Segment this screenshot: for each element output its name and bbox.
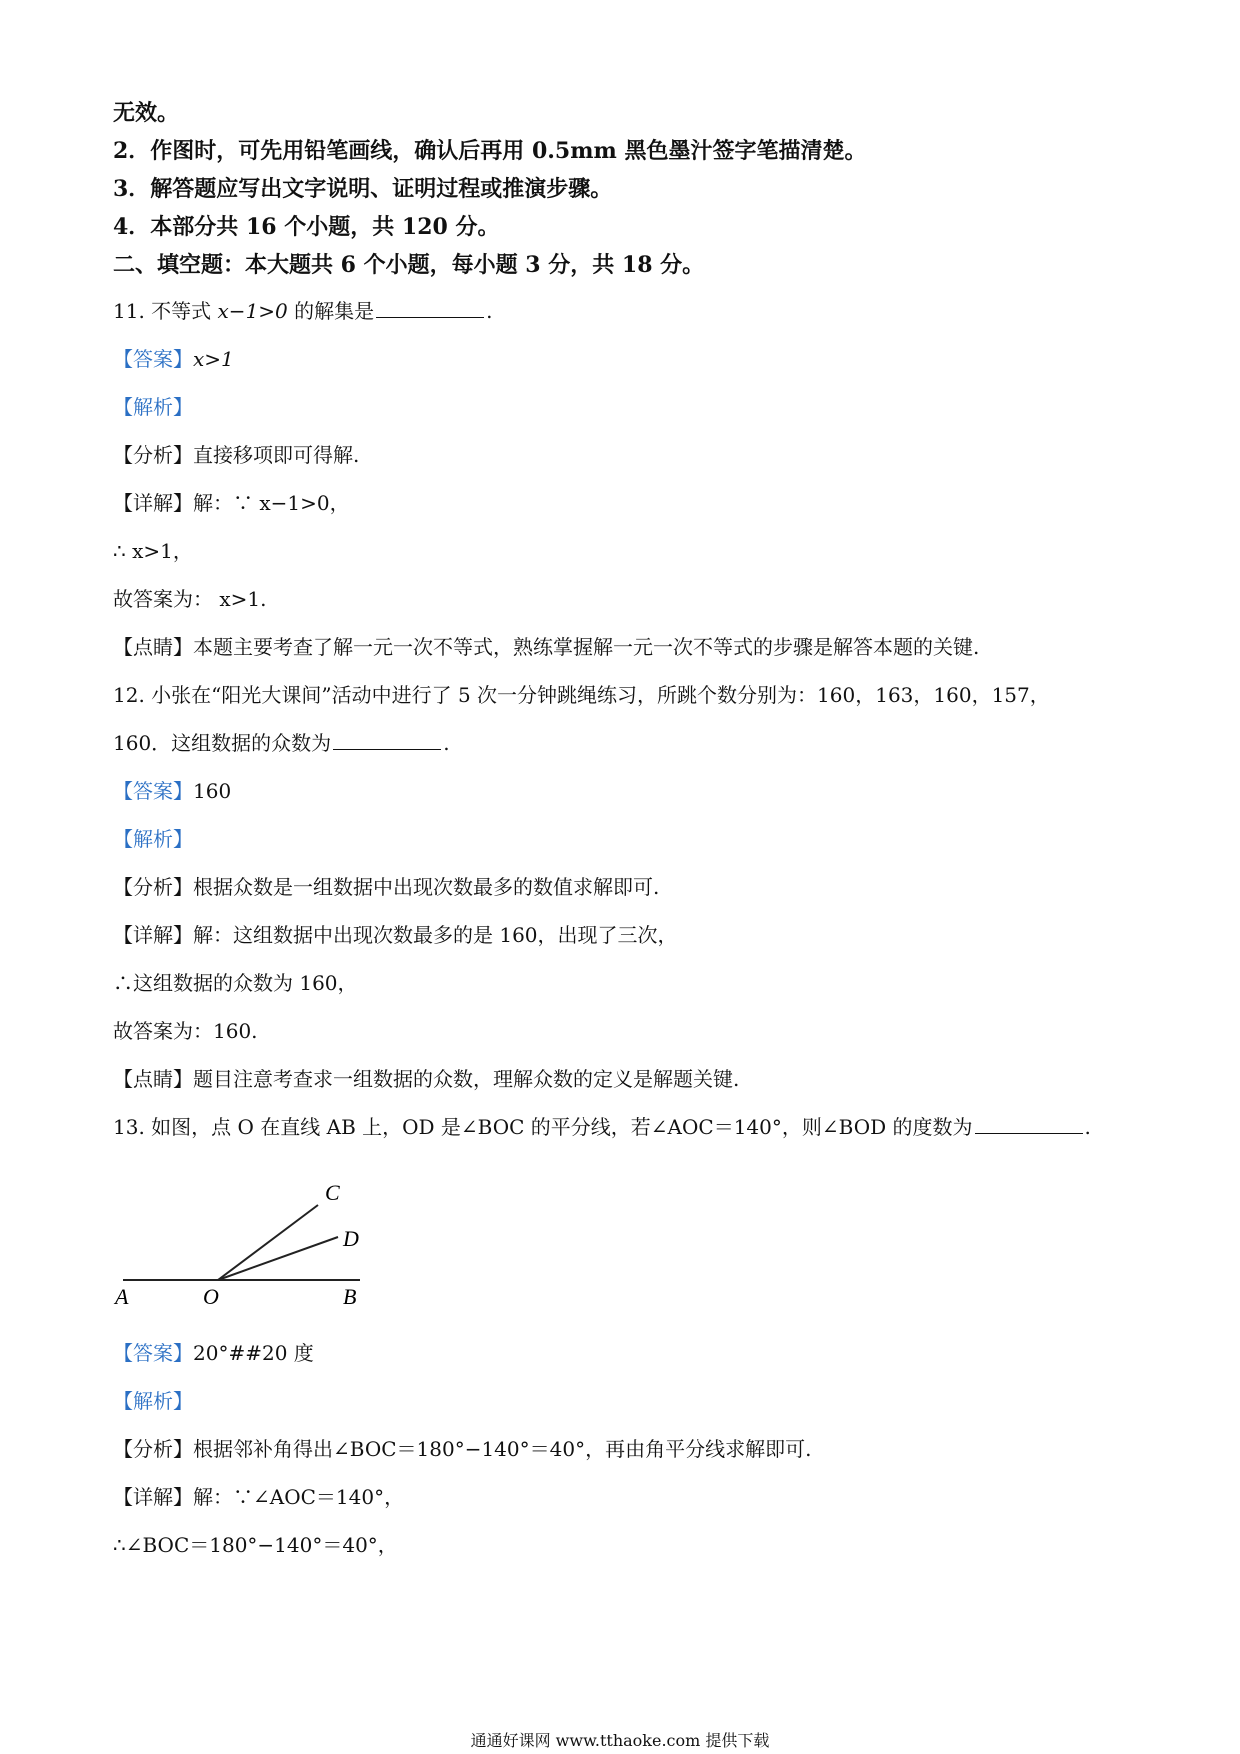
q12-dianjing-text: 题目注意考查求一组数据的众数，理解众数的定义是解题关键. xyxy=(193,1067,740,1091)
q11-stem-math: x−1>0 xyxy=(217,299,288,323)
q12-analysis-tag: 【解析】 xyxy=(113,827,193,851)
fenxi-tag: 【分析】 xyxy=(113,443,193,467)
label-b: B xyxy=(343,1284,357,1309)
q13-stem-text: 13. 如图，点 O 在直线 AB 上，OD 是∠BOC 的平分线，若∠AOC＝140°，则∠BOD 的度数为 xyxy=(113,1115,973,1139)
q11-stem-a: 11. 不等式 xyxy=(113,299,218,323)
xiangjie-tag: 【详解】 xyxy=(113,923,193,947)
q11-answer-value: x>1 xyxy=(193,347,234,371)
q12-stem-text: 160．这组数据的众数为 xyxy=(113,731,332,755)
dianjing-tag: 【点睛】 xyxy=(113,1067,193,1091)
q13-step1: ∴∠BOC＝180°−140°＝40°， xyxy=(113,1533,398,1557)
q11-stem-end: . xyxy=(486,299,493,323)
q11-dianjing xyxy=(113,634,979,660)
intro-line-1: 2．作图时，可先用铅笔画线，确认后再用 0.5mm 黑色墨汁签字笔描清楚。 xyxy=(113,138,867,164)
q11-xiangjie-text: 解：∵ x−1>0， xyxy=(193,491,350,515)
fenxi-tag: 【分析】 xyxy=(113,875,193,899)
answer-tag: 【答案】 xyxy=(113,347,193,371)
q11-stem xyxy=(113,298,493,324)
label-o: O xyxy=(203,1284,219,1309)
answer-tag: 【答案】 xyxy=(113,1341,193,1365)
q12-xiangjie xyxy=(113,922,678,948)
q13-analysis-tag: 【解析】 xyxy=(113,1389,193,1413)
dianjing-tag: 【点睛】 xyxy=(113,635,193,659)
q11-step1: ∴ x>1， xyxy=(113,539,193,563)
q13-xiangjie xyxy=(113,1484,404,1510)
label-a: A xyxy=(115,1284,129,1309)
intro-line-2: 3．解答题应写出文字说明、证明过程或推演步骤。 xyxy=(113,176,613,202)
q11-fenxi xyxy=(113,442,359,468)
answer-tag: 【答案】 xyxy=(113,779,193,803)
q11-fenxi-text: 直接移项即可得解. xyxy=(193,443,360,467)
q13-stem xyxy=(113,1114,1091,1140)
xiangjie-tag: 【详解】 xyxy=(113,1485,193,1509)
answer-blank xyxy=(975,1115,1083,1134)
angle-figure xyxy=(113,1180,373,1315)
q11-answer xyxy=(113,346,234,372)
q11-analysis-tag: 【解析】 xyxy=(113,395,193,419)
section-heading: 二、填空题：本大题共 6 个小题，每小题 3 分，共 18 分。 xyxy=(113,252,705,278)
answer-blank xyxy=(376,299,484,318)
q12-step1: ∴这组数据的众数为 160， xyxy=(113,971,358,995)
label-d: D xyxy=(343,1226,359,1251)
intro-line-0: 无效。 xyxy=(113,100,180,126)
q13-fenxi xyxy=(113,1436,811,1462)
q12-xiangjie-text: 解：这组数据中出现次数最多的是 160，出现了三次， xyxy=(193,923,678,947)
q12-stem-line1: 12. 小张在“阳光大课间”活动中进行了 5 次一分钟跳绳练习，所跳个数分别为：160，163，160，157， xyxy=(113,683,1050,707)
fenxi-tag: 【分析】 xyxy=(113,1437,193,1461)
q12-fenxi-text: 根据众数是一组数据中出现次数最多的数值求解即可. xyxy=(193,875,660,899)
q11-stem-b: 的解集是 xyxy=(287,299,375,323)
q12-stem-line2 xyxy=(113,730,450,756)
page-footer: 通通好课网 www.tthaoke.com 提供下载 xyxy=(470,1731,770,1750)
q13-fenxi-text: 根据邻补角得出∠BOC＝180°−140°＝40°，再由角平分线求解即可. xyxy=(193,1437,812,1461)
q12-fenxi xyxy=(113,874,659,900)
q12-answer xyxy=(113,778,231,804)
q13-stem-end: . xyxy=(1084,1115,1091,1139)
q11-step2: 故答案为： x>1. xyxy=(113,587,267,611)
answer-blank xyxy=(333,731,441,750)
xiangjie-tag: 【详解】 xyxy=(113,491,193,515)
label-c: C xyxy=(325,1180,340,1205)
q12-stem-end: . xyxy=(443,731,450,755)
intro-line-3: 4．本部分共 16 个小题，共 120 分。 xyxy=(113,214,500,240)
q13-answer-value: 20°##20 度 xyxy=(193,1341,314,1365)
ray-od xyxy=(218,1237,338,1280)
q12-dianjing xyxy=(113,1066,739,1092)
q13-xiangjie-text: 解：∵∠AOC＝140°， xyxy=(193,1485,405,1509)
ray-oc xyxy=(218,1205,318,1280)
q11-dianjing-text: 本题主要考查了解一元一次不等式，熟练掌握解一元一次不等式的步骤是解答本题的关键. xyxy=(193,635,980,659)
q12-answer-value: 160 xyxy=(193,779,232,803)
q11-xiangjie xyxy=(113,490,350,516)
q13-answer xyxy=(113,1340,314,1366)
q12-step2: 故答案为：160. xyxy=(113,1019,258,1043)
